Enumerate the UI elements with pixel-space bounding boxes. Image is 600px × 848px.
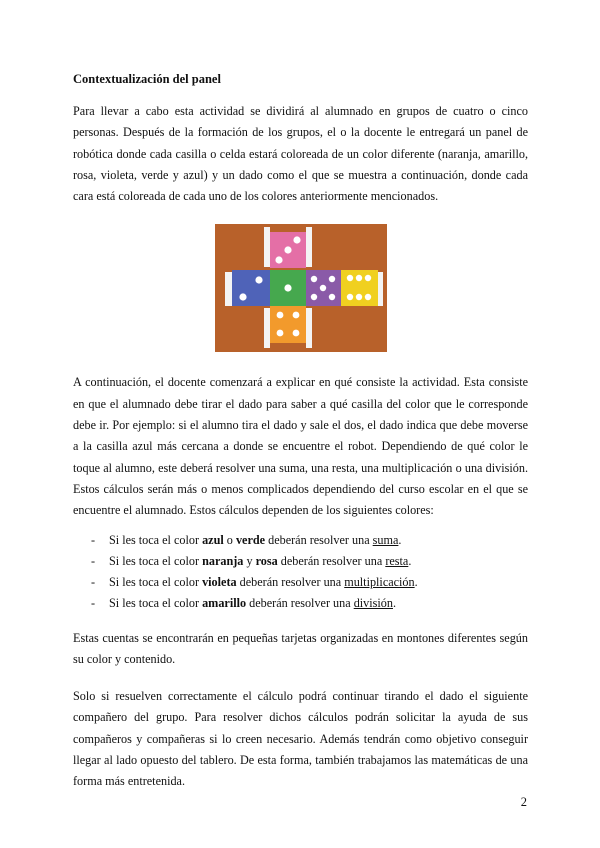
- paragraph-explanation: A continuación, el docente comenzará a explicar en qué consiste la actividad. Esta consiste en que el alumnado debe tirar el dado para saber a qué casilla del color que le corresponde debe ir. Por ejemplo: si el alumno tira el dado y sale el dos, el dado indica que debe moverse a la casilla azul más cercana a donde se encuentre el robot. Dependiendo de qué color le toque al alumno, este deberá resolver una suma, una resta, una multiplicación o una división. Estos cálculos serán más o menos complicados dependiendo del curso escolar en el que se encuentre el alumnado. Estos cálculos dependen de los siguientes colores:: [73, 375, 528, 518]
- list-item: - Si les toca el color violeta deberán resolver una multiplicación.: [91, 574, 418, 589]
- paragraph-cards: Estas cuentas se encontrarán en pequeñas tarjetas organizadas en montones diferentes según su color y contenido.: [73, 630, 528, 666]
- die-face-orange: [270, 306, 306, 343]
- dice-net-figure: [215, 224, 387, 352]
- color-word: rosa: [255, 553, 278, 568]
- paper-tab: [306, 308, 312, 348]
- die-face-blue: [232, 270, 270, 306]
- operation-word: resta: [385, 553, 409, 568]
- document-page: [73, 66, 528, 793]
- operation-word: suma: [372, 532, 399, 547]
- list-item: - Si les toca el color azul o verde deberán resolver una suma.: [91, 532, 402, 547]
- paragraph-rules: Solo si resuelven correctamente el cálculo podrá continuar tirando el dado el siguiente compañero del grupo. Para resolver dichos cálculos podrán solicitar la ayuda de sus compañeros y compañeras si lo creen necesario. Además tendrán como objetivo conseguir llegar al lado opuesto del tablero. De esta forma, también trabajamos las matemáticas de una forma más entretenida.: [73, 689, 528, 789]
- color-word: naranja: [202, 553, 244, 568]
- paper-tab: [306, 227, 312, 267]
- page-number: 2: [520, 795, 527, 809]
- operation-word: división: [353, 595, 393, 610]
- color-word: violeta: [202, 574, 237, 589]
- color-rules-list: [73, 530, 528, 614]
- color-word: amarillo: [202, 595, 247, 610]
- paper-tab: [264, 308, 270, 348]
- dice-net-image: [215, 224, 387, 352]
- section-heading: Contextualización del panel: [73, 72, 221, 86]
- color-word: azul: [202, 532, 224, 547]
- paragraph-intro: Para llevar a cabo esta actividad se dividirá al alumnado en grupos de cuatro o cinco personas. Después de la formación de los grupos, el o la docente le entregará un panel de robótica donde cada casilla o celda estará coloreada de un color diferente (naranja, amarillo, rosa, violeta, verde y azul) y un dado como el que se muestra a continuación, donde cada cara está coloreada de cada uno de los colores anteriormente mencionados.: [73, 104, 528, 204]
- list-item: - Si les toca el color amarillo deberán resolver una división.: [91, 595, 397, 610]
- color-word: verde: [235, 532, 266, 547]
- paper-tab: [225, 272, 233, 306]
- paper-tab: [264, 227, 270, 267]
- list-item: - Si les toca el color naranja y rosa deberán resolver una resta.: [91, 553, 412, 568]
- operation-word: multiplicación: [344, 574, 415, 589]
